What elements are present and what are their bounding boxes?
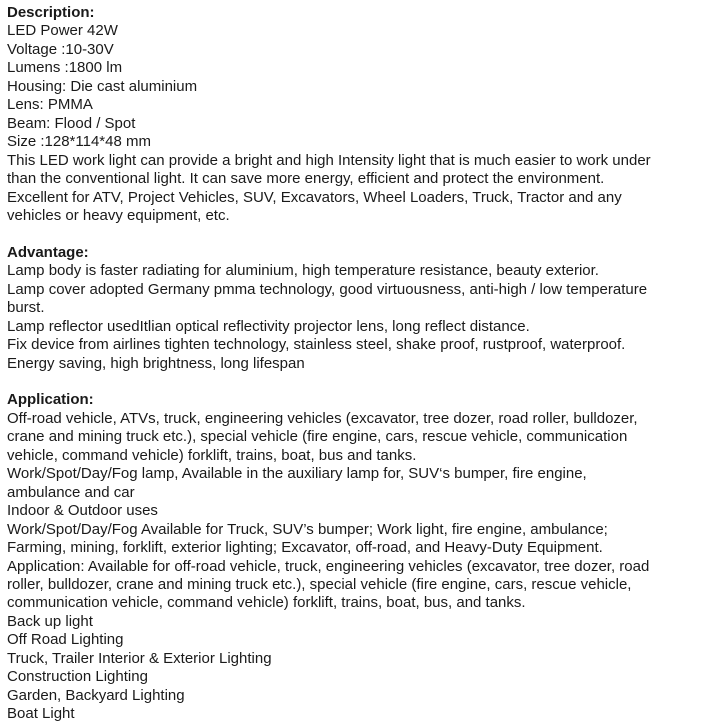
text-line: communication vehicle, command vehicle) forklift, trains, boat, bus, and tanks.	[7, 594, 526, 612]
text-line: vehicles or heavy equipment, etc.	[7, 206, 230, 224]
text-line: LED Power 42W	[7, 22, 118, 40]
section-heading: Description:	[7, 4, 95, 21]
section-description	[7, 4, 706, 225]
text-line: Lamp cover adopted Germany pmma technology, good virtuousness, anti-high / low temperature	[7, 280, 648, 298]
text-line: Lamp body is faster radiating for aluminium, high temperature resistance, beauty exterior.	[7, 262, 599, 280]
text-line: Back up light	[7, 612, 93, 630]
text-line: Farming, mining, forklift, exterior lighting; Excavator, off-road, and Heavy-Duty Equipment.	[7, 539, 603, 557]
text-line: Off Road Lighting	[7, 631, 124, 649]
text-line: Size :128*114*48 mm	[7, 133, 151, 151]
text-line: Boat Light	[7, 705, 75, 723]
text-line: Indoor & Outdoor uses	[7, 502, 158, 520]
text-line: Truck, Trailer Interior & Exterior Lighting	[7, 649, 272, 667]
text-line: roller, bulldozer, crane and mining truck etc.), special vehicle (fire engine, cars, rescue vehicle,	[7, 576, 632, 594]
text-line: ambulance and car	[7, 483, 135, 501]
text-line: Garden, Backyard Lighting	[7, 686, 185, 704]
text-line: Energy saving, high brightness, long lifespan	[7, 354, 305, 372]
section-application	[7, 391, 706, 723]
text-line: Lens: PMMA	[7, 96, 93, 114]
text-line: This LED work light can provide a bright and high Intensity light that is much easier to work under	[7, 151, 651, 169]
text-line: Application: Available for off-road vehicle, truck, engineering vehicles (excavator, tree dozer, road	[7, 557, 650, 575]
text-line: Fix device from airlines tighten technology, stainless steel, shake proof, rustproof, waterproof.	[7, 336, 626, 354]
text-line: Work/Spot/Day/Fog lamp, Available in the auxiliary lamp for, SUV‘s bumper, fire engine,	[7, 465, 587, 483]
product-description-document	[7, 4, 706, 724]
text-line: Off-road vehicle, ATVs, truck, engineering vehicles (excavator, tree dozer, road roller, bulldozer,	[7, 409, 638, 427]
text-line: Housing: Die cast aluminium	[7, 77, 198, 95]
text-line: Excellent for ATV, Project Vehicles, SUV, Excavators, Wheel Loaders, Truck, Tractor and any	[7, 188, 622, 206]
text-line: vehicle, command vehicle) forklift, trains, boat, bus and tanks.	[7, 446, 417, 464]
text-line: than the conventional light. It can save more energy, efficient and protect the environment.	[7, 170, 605, 188]
text-line: Work/Spot/Day/Fog Available for Truck, SUV’s bumper; Work light, fire engine, ambulance;	[7, 520, 608, 538]
text-line: Lamp reflector usedItlian optical reflectivity projector lens, long reflect distance.	[7, 317, 530, 335]
text-line: Lumens :1800 lm	[7, 59, 123, 77]
text-line: Beam: Flood / Spot	[7, 114, 136, 132]
section-heading: Application:	[7, 391, 94, 409]
text-line: crane and mining truck etc.), special vehicle (fire engine, cars, rescue vehicle, communication	[7, 428, 628, 446]
text-line: Construction Lighting	[7, 668, 148, 686]
section-heading: Advantage:	[7, 243, 89, 261]
text-line: Voltage :10-30V	[7, 40, 114, 58]
section-advantage	[7, 244, 706, 373]
text-line: burst.	[7, 299, 45, 317]
